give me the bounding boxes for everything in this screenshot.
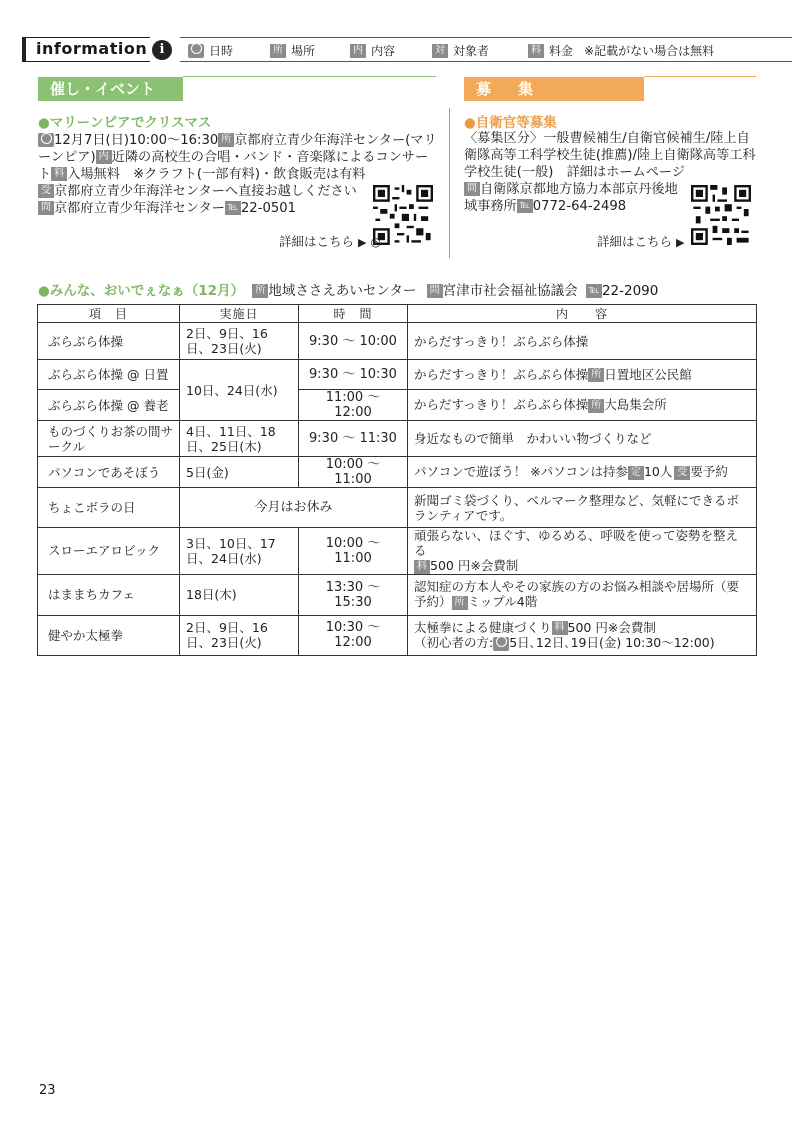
text-span: 12月7日(日)10:00～16:30	[54, 133, 219, 148]
legend-label: 場所	[291, 44, 316, 58]
table-cell: 健やか太極拳	[38, 615, 180, 655]
fee-badge: 料	[414, 560, 430, 574]
legend-label: 日時	[209, 44, 234, 58]
clock-icon	[188, 44, 204, 58]
table-cell	[408, 615, 757, 655]
event-qr-code[interactable]	[373, 185, 433, 245]
text-span: 京都府立青少年海洋センター	[54, 201, 225, 216]
table-row	[38, 457, 757, 488]
table-cell: ぶらぶら体操 @ 養老	[38, 390, 180, 421]
inquiry-badge: 問	[464, 182, 480, 196]
apply-badge: 受	[38, 184, 54, 198]
event-body	[38, 132, 438, 183]
text-span: 認知症の方本人やその家族の方のお悩み相談や居場所（要予約）	[414, 579, 740, 610]
table-cell: 3日、10日、17日、24日(水)	[180, 528, 299, 575]
legend-content	[350, 42, 395, 59]
text-span: 10人	[643, 464, 673, 480]
table-cell: 身近なもので簡単 かわいい物づくりなど	[408, 421, 757, 457]
phone-badge: ℡	[586, 284, 602, 298]
table-cell: 新聞ゴミ袋づくり、ベルマーク整理など、気軽にできるボランティアです。	[408, 488, 757, 528]
text-span: 〈募集区分〉一般曹候補生/自衛官候補生/陸上自衛隊高等工科学校生徒(推薦)/陸上自衛隊高等工科学校生徒(一般) 詳細はホームページ	[464, 131, 756, 180]
table-cell: 5日(金)	[180, 457, 299, 488]
community-place: 地域ささえあいセンター	[268, 283, 417, 299]
community-title-line	[38, 279, 658, 299]
target-icon: ◎	[370, 235, 381, 249]
legend-label: 対象者	[453, 44, 490, 58]
table-cell: 11:00 ～ 12:00	[299, 390, 408, 421]
table-cell: 2日、9日、16日、23日(火)	[180, 323, 299, 360]
text-span: 500 円※会費制	[430, 558, 519, 573]
text-span: 500 円※会費制	[567, 619, 656, 635]
table-cell: ぶらぶら体操	[38, 323, 180, 360]
text-span: 京都府立青少年海洋センターへ直接お越しください	[54, 184, 357, 199]
place-badge: 所	[452, 596, 468, 610]
table-cell	[408, 360, 757, 390]
text-span: 自衛隊京都地方協力本部京丹後地域事務所	[464, 182, 678, 214]
text-span	[41, 133, 52, 144]
place-badge: 所	[252, 284, 268, 298]
text-span: 京都府立青少年海洋センター(マリーンピア)	[38, 133, 437, 165]
event-details-link[interactable]	[279, 232, 381, 250]
table-cell: 今月はお休み	[180, 488, 408, 528]
text-span: 日置地区公民館	[604, 366, 692, 382]
table-cell: 9:30 ～ 10:30	[299, 360, 408, 390]
place-badge: 所	[218, 133, 234, 147]
text-span	[496, 636, 507, 647]
schedule-table	[37, 304, 757, 656]
text-span: 入場無料 ※クラフト(一部有料)・飲食販売は有料	[67, 167, 366, 182]
legend-rule-top	[180, 37, 792, 38]
table-row	[38, 528, 757, 575]
column-header: 内 容	[408, 305, 757, 323]
text-span: パソコンで遊ぼう！ ※パソコンは持参	[414, 464, 628, 480]
table-cell: 9:30 ～ 11:30	[299, 421, 408, 457]
phone-badge: ℡	[517, 199, 533, 213]
community-phone: 22-2090	[601, 283, 659, 299]
table-cell	[408, 574, 757, 615]
table-cell: 2日、9日、16日、23日(火)	[180, 615, 299, 655]
recruit-body	[464, 130, 758, 181]
column-header: 実施日	[180, 305, 299, 323]
column-header: 時 間	[299, 305, 408, 323]
inquiry-badge: 問	[427, 284, 443, 298]
table-cell: 18日(木)	[180, 574, 299, 615]
inquiry-badge: 問	[38, 201, 54, 215]
place-badge: 所	[270, 44, 286, 58]
legend-datetime	[188, 42, 233, 59]
legend-label: 内容	[371, 44, 396, 58]
arrow-right-icon: ▶	[358, 236, 367, 249]
table-cell: 4日、11日、18日、25日(木)	[180, 421, 299, 457]
text-span	[191, 43, 202, 54]
text-span: 0772-64-2498	[532, 199, 627, 214]
place-badge: 所	[588, 399, 604, 413]
table-row	[38, 390, 757, 421]
text-span: からだすっきり！ぶらぶら体操	[414, 397, 589, 413]
column-header: 項 目	[38, 305, 180, 323]
recruit-contact	[464, 181, 686, 215]
table-row	[38, 323, 757, 360]
table-cell: からだすっきり！ぶらぶら体操	[408, 323, 757, 360]
table-cell: パソコンであそぼう	[38, 457, 180, 488]
arrow-right-icon: ▶	[676, 236, 685, 249]
table-cell: スローエアロビック	[38, 528, 180, 575]
content-badge: 内	[350, 44, 366, 58]
table-cell: ぶらぶら体操 @ 日置	[38, 360, 180, 390]
text-span: ミップル4階	[467, 594, 538, 610]
community-inquiry: 宮津市社会福祉協議会	[442, 283, 578, 299]
text-span: 太極拳による健康づくり	[414, 619, 552, 635]
text-span: からだすっきり！ぶらぶら体操	[414, 366, 589, 382]
recruit-title: ●自衛官等募集	[464, 115, 557, 131]
fee-badge: 料	[528, 44, 544, 58]
clock-icon	[38, 133, 54, 147]
table-cell	[408, 457, 757, 488]
text-span: 頑張らない、ほぐす、ゆるめる、呼吸を使って姿勢を整える	[414, 528, 739, 558]
text-span: 近隣の高校生の合唱・バンド・音楽隊によるコンサート	[38, 150, 429, 182]
table-row	[38, 488, 757, 528]
table-cell: ちょこボラの日	[38, 488, 180, 528]
table-cell	[408, 390, 757, 421]
page-number: 23	[39, 1083, 56, 1098]
text-span: 5日､12日､19日(金) 10:30～12:00)	[509, 635, 715, 650]
recruit-header: 募 集	[464, 77, 644, 101]
content-badge: 内	[96, 150, 112, 164]
text-span: 大島集会所	[604, 397, 667, 413]
table-cell: 9:30 ～ 10:00	[299, 323, 408, 360]
table-cell: 13:30 ～ 15:30	[299, 574, 408, 615]
table-row	[38, 615, 757, 655]
table-cell: 10:30 ～ 12:00	[299, 615, 408, 655]
clock-icon	[493, 637, 509, 651]
legend-fee	[528, 42, 714, 59]
event-title: ●マリーンピアでクリスマス	[38, 115, 212, 131]
column-divider	[449, 108, 450, 258]
recruit-qr-code[interactable]	[691, 185, 751, 245]
legend-rule-bottom	[180, 61, 792, 62]
target-badge: 対	[432, 44, 448, 58]
table-cell: はままちカフェ	[38, 574, 180, 615]
community-title: ●みんな、おいでぇなぁ（12月）	[38, 283, 245, 299]
table-cell: 10:00 ～ 11:00	[299, 528, 408, 575]
place-badge: 所	[588, 368, 604, 382]
table-cell: ものづくりお茶の間サークル	[38, 421, 180, 457]
table-cell	[408, 528, 757, 575]
table-cell: 10日、24日(水)	[180, 360, 299, 421]
legend-target	[432, 42, 489, 59]
capacity-badge: 定	[628, 466, 644, 480]
table-cell: 10:00 ～ 11:00	[299, 457, 408, 488]
legend-place	[270, 42, 315, 59]
legend-note: ※記載がない場合は無料	[584, 44, 715, 58]
info-icon: i	[152, 40, 172, 60]
apply-badge: 受	[674, 466, 690, 480]
recruit-details-link[interactable]	[597, 232, 684, 250]
information-title: information	[36, 39, 148, 58]
text-span: （初心者の方:	[414, 635, 494, 650]
table-row	[38, 574, 757, 615]
text-span: 22-0501	[240, 201, 297, 216]
text-span: 詳細はこちら	[597, 234, 673, 249]
phone-badge: ℡	[225, 201, 241, 215]
fee-badge: 料	[51, 167, 67, 181]
events-header-rule	[183, 76, 436, 77]
fee-badge: 料	[552, 621, 568, 635]
table-row	[38, 421, 757, 457]
event-access	[38, 183, 368, 217]
text-span: 詳細はこちら	[279, 234, 355, 249]
table-row	[38, 360, 757, 390]
table-header-row	[38, 305, 757, 323]
events-header: 催し・イベント	[38, 77, 183, 101]
text-span: 要予約	[690, 464, 728, 480]
legend-label: 料金	[549, 44, 574, 58]
recruit-header-rule	[644, 76, 756, 77]
